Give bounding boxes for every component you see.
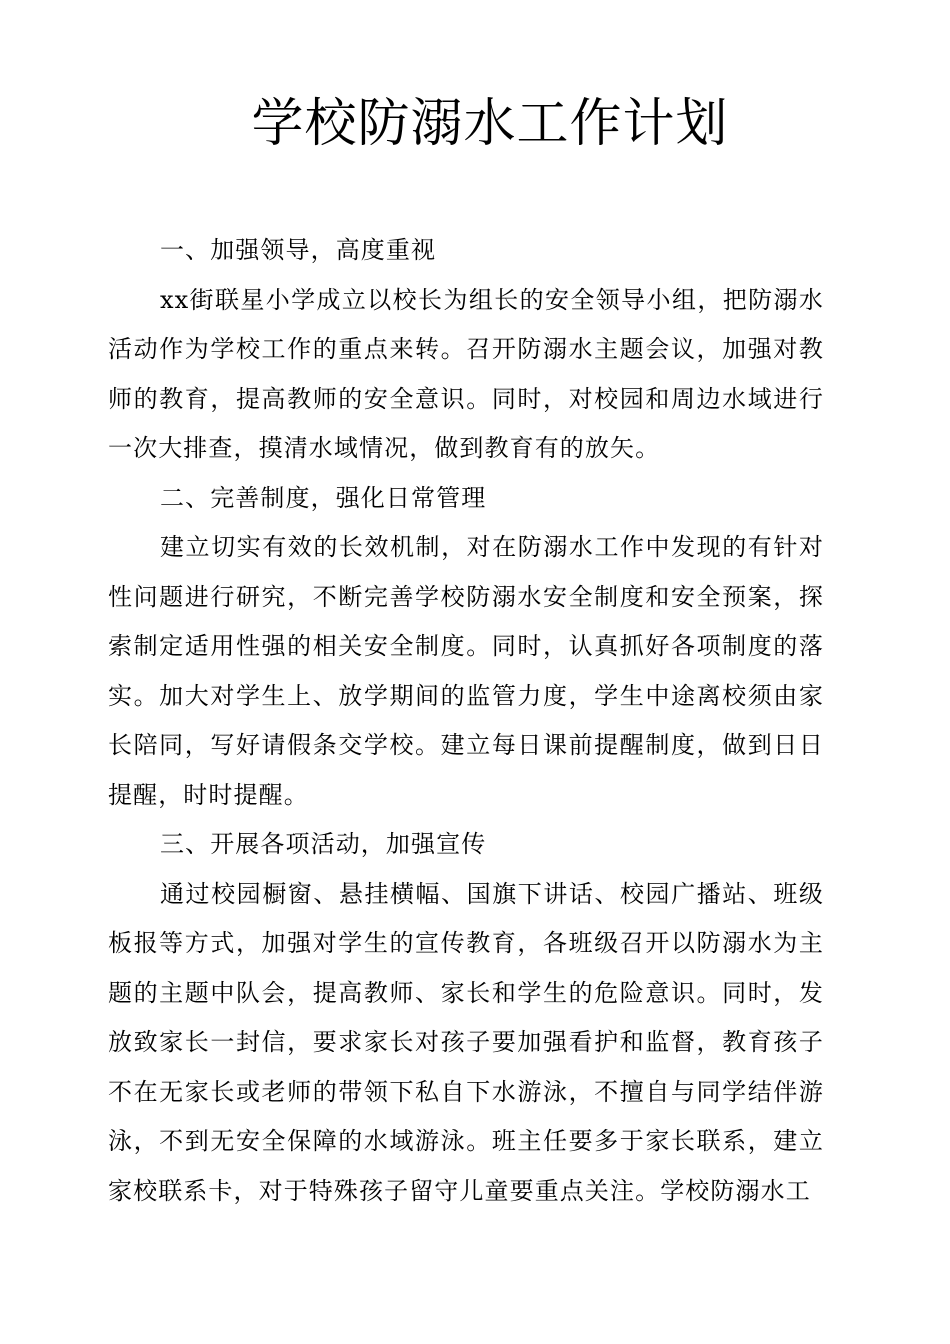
body-paragraph-3: 通过校园橱窗、悬挂横幅、国旗下讲话、校园广播站、班级板报等方式，加强对学生的宣传教育，各班级召开以防溺水为主题的主题中队会，提高教师、家长和学生的危险意识。同时，发放致家长一封信，要求家长对孩子要加强看护和监督，教育孩子不在无家长或老师的带领下私自下水游泳，不擅自与同学结伴游泳，不到无安全保障的水域游泳。班主任要多于家长联系，建立家校联系卡，对于特殊孩子留守儿童要重点关注。学校防溺水工: [108, 879, 824, 1205]
document-title: 学校防溺水工作计划: [251, 94, 729, 154]
section-heading-3: 三、开展各项活动，加强宣传: [160, 830, 487, 858]
body-paragraph-1: xx街联星小学成立以校长为组长的安全领导小组，把防溺水活动作为学校工作的重点来转。召开防溺水主题会议，加强对教师的教育，提高教师的安全意识。同时，对校园和周边水域进行一次大排查，摸清水域情况，做到教育有的放矢。: [108, 285, 824, 462]
section-heading-1: 一、加强领导，高度重视: [160, 236, 437, 264]
section-heading-2: 二、完善制度，强化日常管理: [160, 483, 487, 512]
body-paragraph-2: 建立切实有效的长效机制，对在防溺水工作中发现的有针对性问题进行研究，不断完善学校防溺水安全制度和安全预案，探索制定适用性强的相关安全制度。同时，认真抓好各项制度的落实。加大对学生上、放学期间的监管力度，学生中途离校须由家长陪同，写好请假条交学校。建立每日课前提醒制度，做到日日提醒，时时提醒。: [108, 533, 824, 809]
document-body: [108, 226, 824, 1216]
